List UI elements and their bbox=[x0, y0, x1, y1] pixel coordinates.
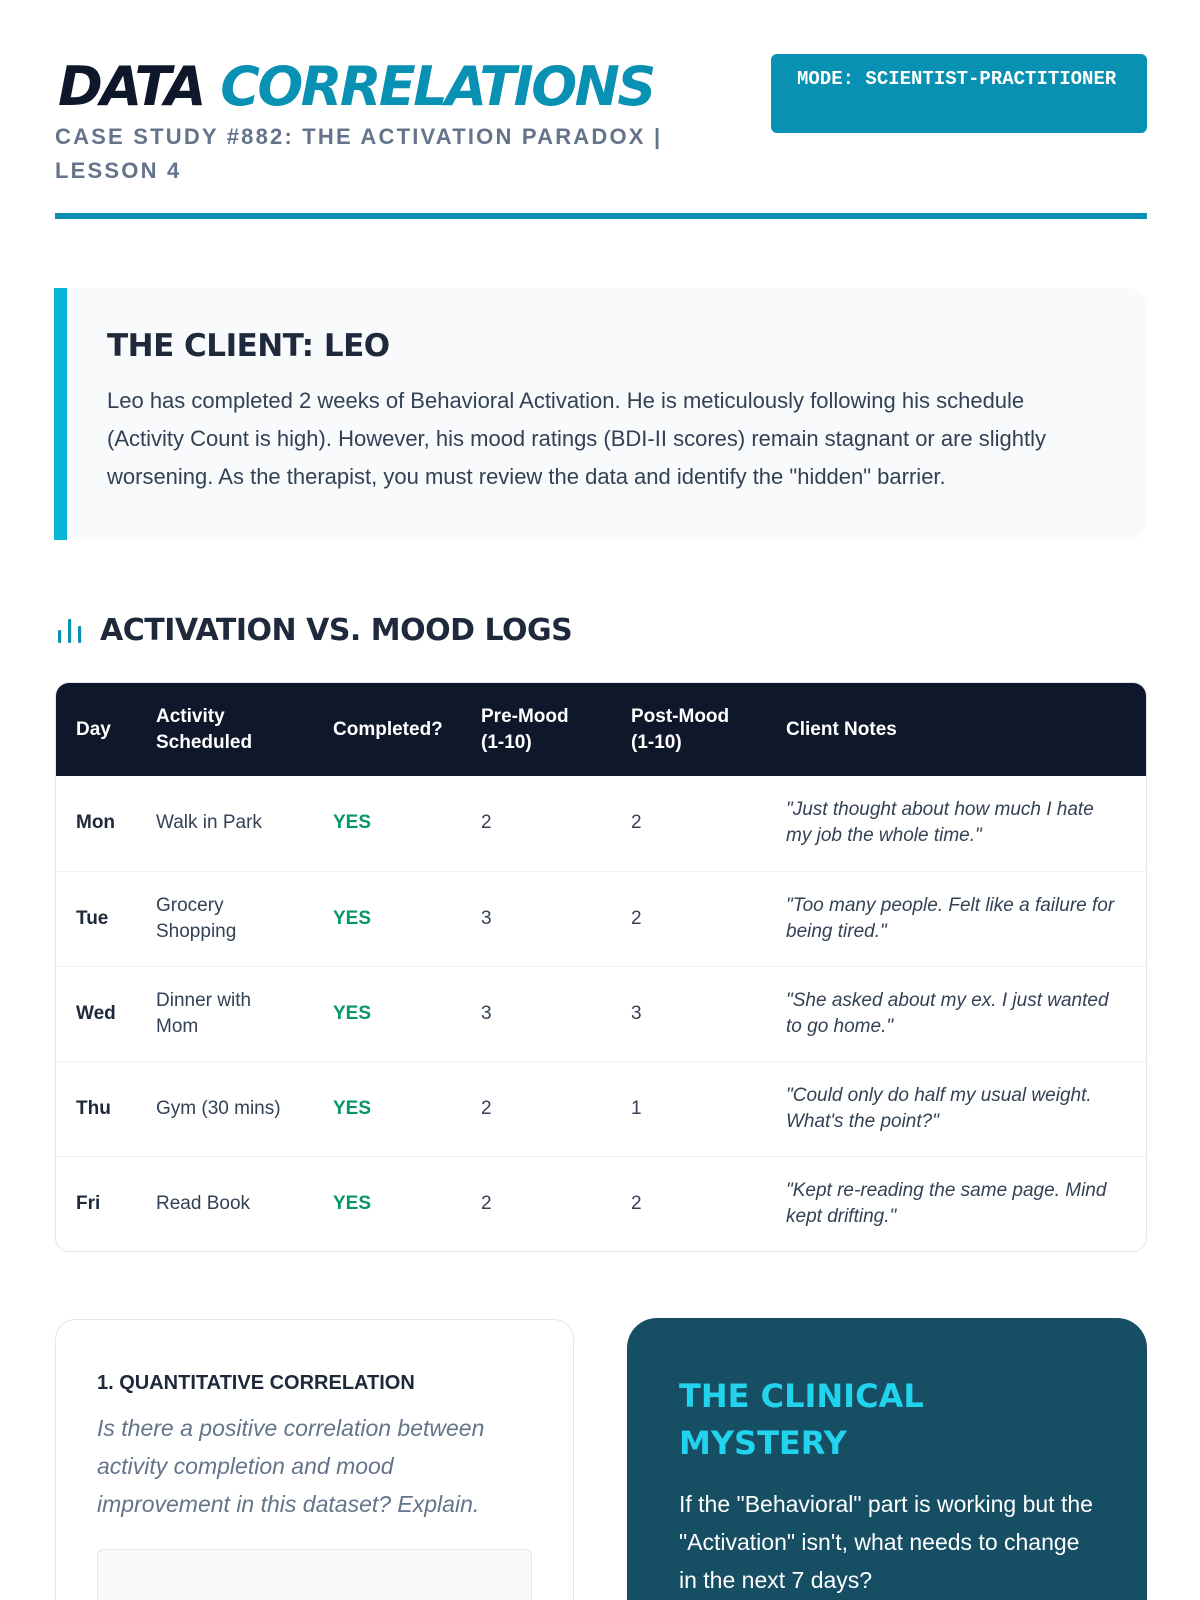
mystery-heading: THE CLINICAL MYSTERY bbox=[679, 1377, 924, 1462]
cell-day: Mon bbox=[76, 812, 116, 834]
cell-client-note: "She asked about my ex. I just wanted to go home." bbox=[766, 966, 1146, 1061]
page-title bbox=[58, 52, 654, 122]
answer-textarea[interactable] bbox=[97, 1549, 532, 1600]
cell-client-note: "Kept re-reading the same page. Mind kept drifting." bbox=[766, 1156, 1146, 1251]
logs-section-title bbox=[56, 610, 572, 650]
cell-day: Wed bbox=[56, 966, 136, 1061]
column-header-pre-mood: Pre-Mood (1-10) bbox=[461, 683, 611, 776]
column-header-completed: Completed? bbox=[313, 683, 461, 776]
cell-post-mood: 2 bbox=[611, 871, 766, 966]
cell-client-note: "Could only do half my usual weight. What's the point?" bbox=[766, 1061, 1146, 1156]
page-subtitle: CASE STUDY #882: THE ACTIVATION PARADOX | LESSON 4 bbox=[55, 124, 663, 183]
cell-day: Thu bbox=[56, 1061, 136, 1156]
cell-completed: YES bbox=[313, 1156, 461, 1251]
cell-post-mood: 2 bbox=[611, 1156, 766, 1251]
cell-day: Fri bbox=[56, 1156, 136, 1251]
cell-post-mood: 2 bbox=[631, 812, 642, 834]
title-part-dark: DATA bbox=[58, 55, 204, 118]
title-part-accent: CORRELATIONS bbox=[220, 55, 654, 118]
question-heading: 1. QUANTITATIVE CORRELATION bbox=[97, 1372, 415, 1394]
cell-pre-mood: 2 bbox=[481, 812, 492, 834]
cell-post-mood: 1 bbox=[611, 1061, 766, 1156]
column-header-activity: Activity Scheduled bbox=[136, 683, 313, 776]
cell-client-note: "Just thought about how much I hate my job the whole time." bbox=[786, 799, 1094, 847]
bar-chart-icon bbox=[56, 616, 84, 644]
cell-activity: Read Book bbox=[136, 1156, 313, 1251]
header-divider bbox=[55, 213, 1147, 219]
cell-activity: Grocery Shopping bbox=[136, 871, 313, 966]
cell-pre-mood: 2 bbox=[461, 1156, 611, 1251]
table-row bbox=[56, 871, 1146, 966]
table-row bbox=[56, 1061, 1146, 1156]
cell-completed: YES bbox=[333, 812, 372, 834]
cell-activity: Dinner with Mom bbox=[136, 966, 313, 1061]
client-heading: THE CLIENT: LEO bbox=[107, 328, 390, 364]
question-prompt: Is there a positive correlation between activity completion and mood improvement in this dataset? Explain. bbox=[97, 1415, 485, 1517]
logs-heading: ACTIVATION VS. MOOD LOGS bbox=[100, 612, 573, 648]
cell-pre-mood: 3 bbox=[461, 966, 611, 1061]
question-card bbox=[55, 1319, 574, 1600]
cell-pre-mood: 3 bbox=[461, 871, 611, 966]
table-row bbox=[56, 966, 1146, 1061]
cell-completed: YES bbox=[313, 966, 461, 1061]
cell-pre-mood: 2 bbox=[461, 1061, 611, 1156]
table-row bbox=[56, 1156, 1146, 1251]
table-row bbox=[56, 776, 1146, 871]
clinical-mystery-card bbox=[627, 1318, 1147, 1600]
column-header-client-notes: Client Notes bbox=[766, 683, 1146, 776]
cell-activity: Gym (30 mins) bbox=[136, 1061, 313, 1156]
cell-client-note: "Too many people. Felt like a failure for being tired." bbox=[766, 871, 1146, 966]
cell-post-mood: 3 bbox=[611, 966, 766, 1061]
client-card bbox=[54, 288, 1147, 540]
cell-completed: YES bbox=[313, 871, 461, 966]
table-header-row bbox=[56, 683, 1146, 776]
cell-activity: Walk in Park bbox=[156, 812, 262, 834]
column-header-day: Day bbox=[56, 683, 136, 776]
mood-log-table bbox=[55, 682, 1147, 1252]
column-header-post-mood: Post-Mood (1-10) bbox=[611, 683, 766, 776]
client-description: Leo has completed 2 weeks of Behavioral Activation. He is meticulously following his schedule (Activity Count is high). However, his mood ratings (BDI-II scores) remain stagnant or are slightly worsening. As the therapist, you must review the data and identify the "hidden" barrier. bbox=[107, 388, 1047, 489]
cell-completed: YES bbox=[313, 1061, 461, 1156]
mystery-text: If the "Behavioral" part is working but the "Activation" isn't, what needs to change in the next 7 days? bbox=[679, 1491, 1093, 1593]
mode-badge: MODE: SCIENTIST-PRACTITIONER bbox=[771, 54, 1147, 133]
cell-day: Tue bbox=[56, 871, 136, 966]
page-header bbox=[55, 52, 1147, 222]
